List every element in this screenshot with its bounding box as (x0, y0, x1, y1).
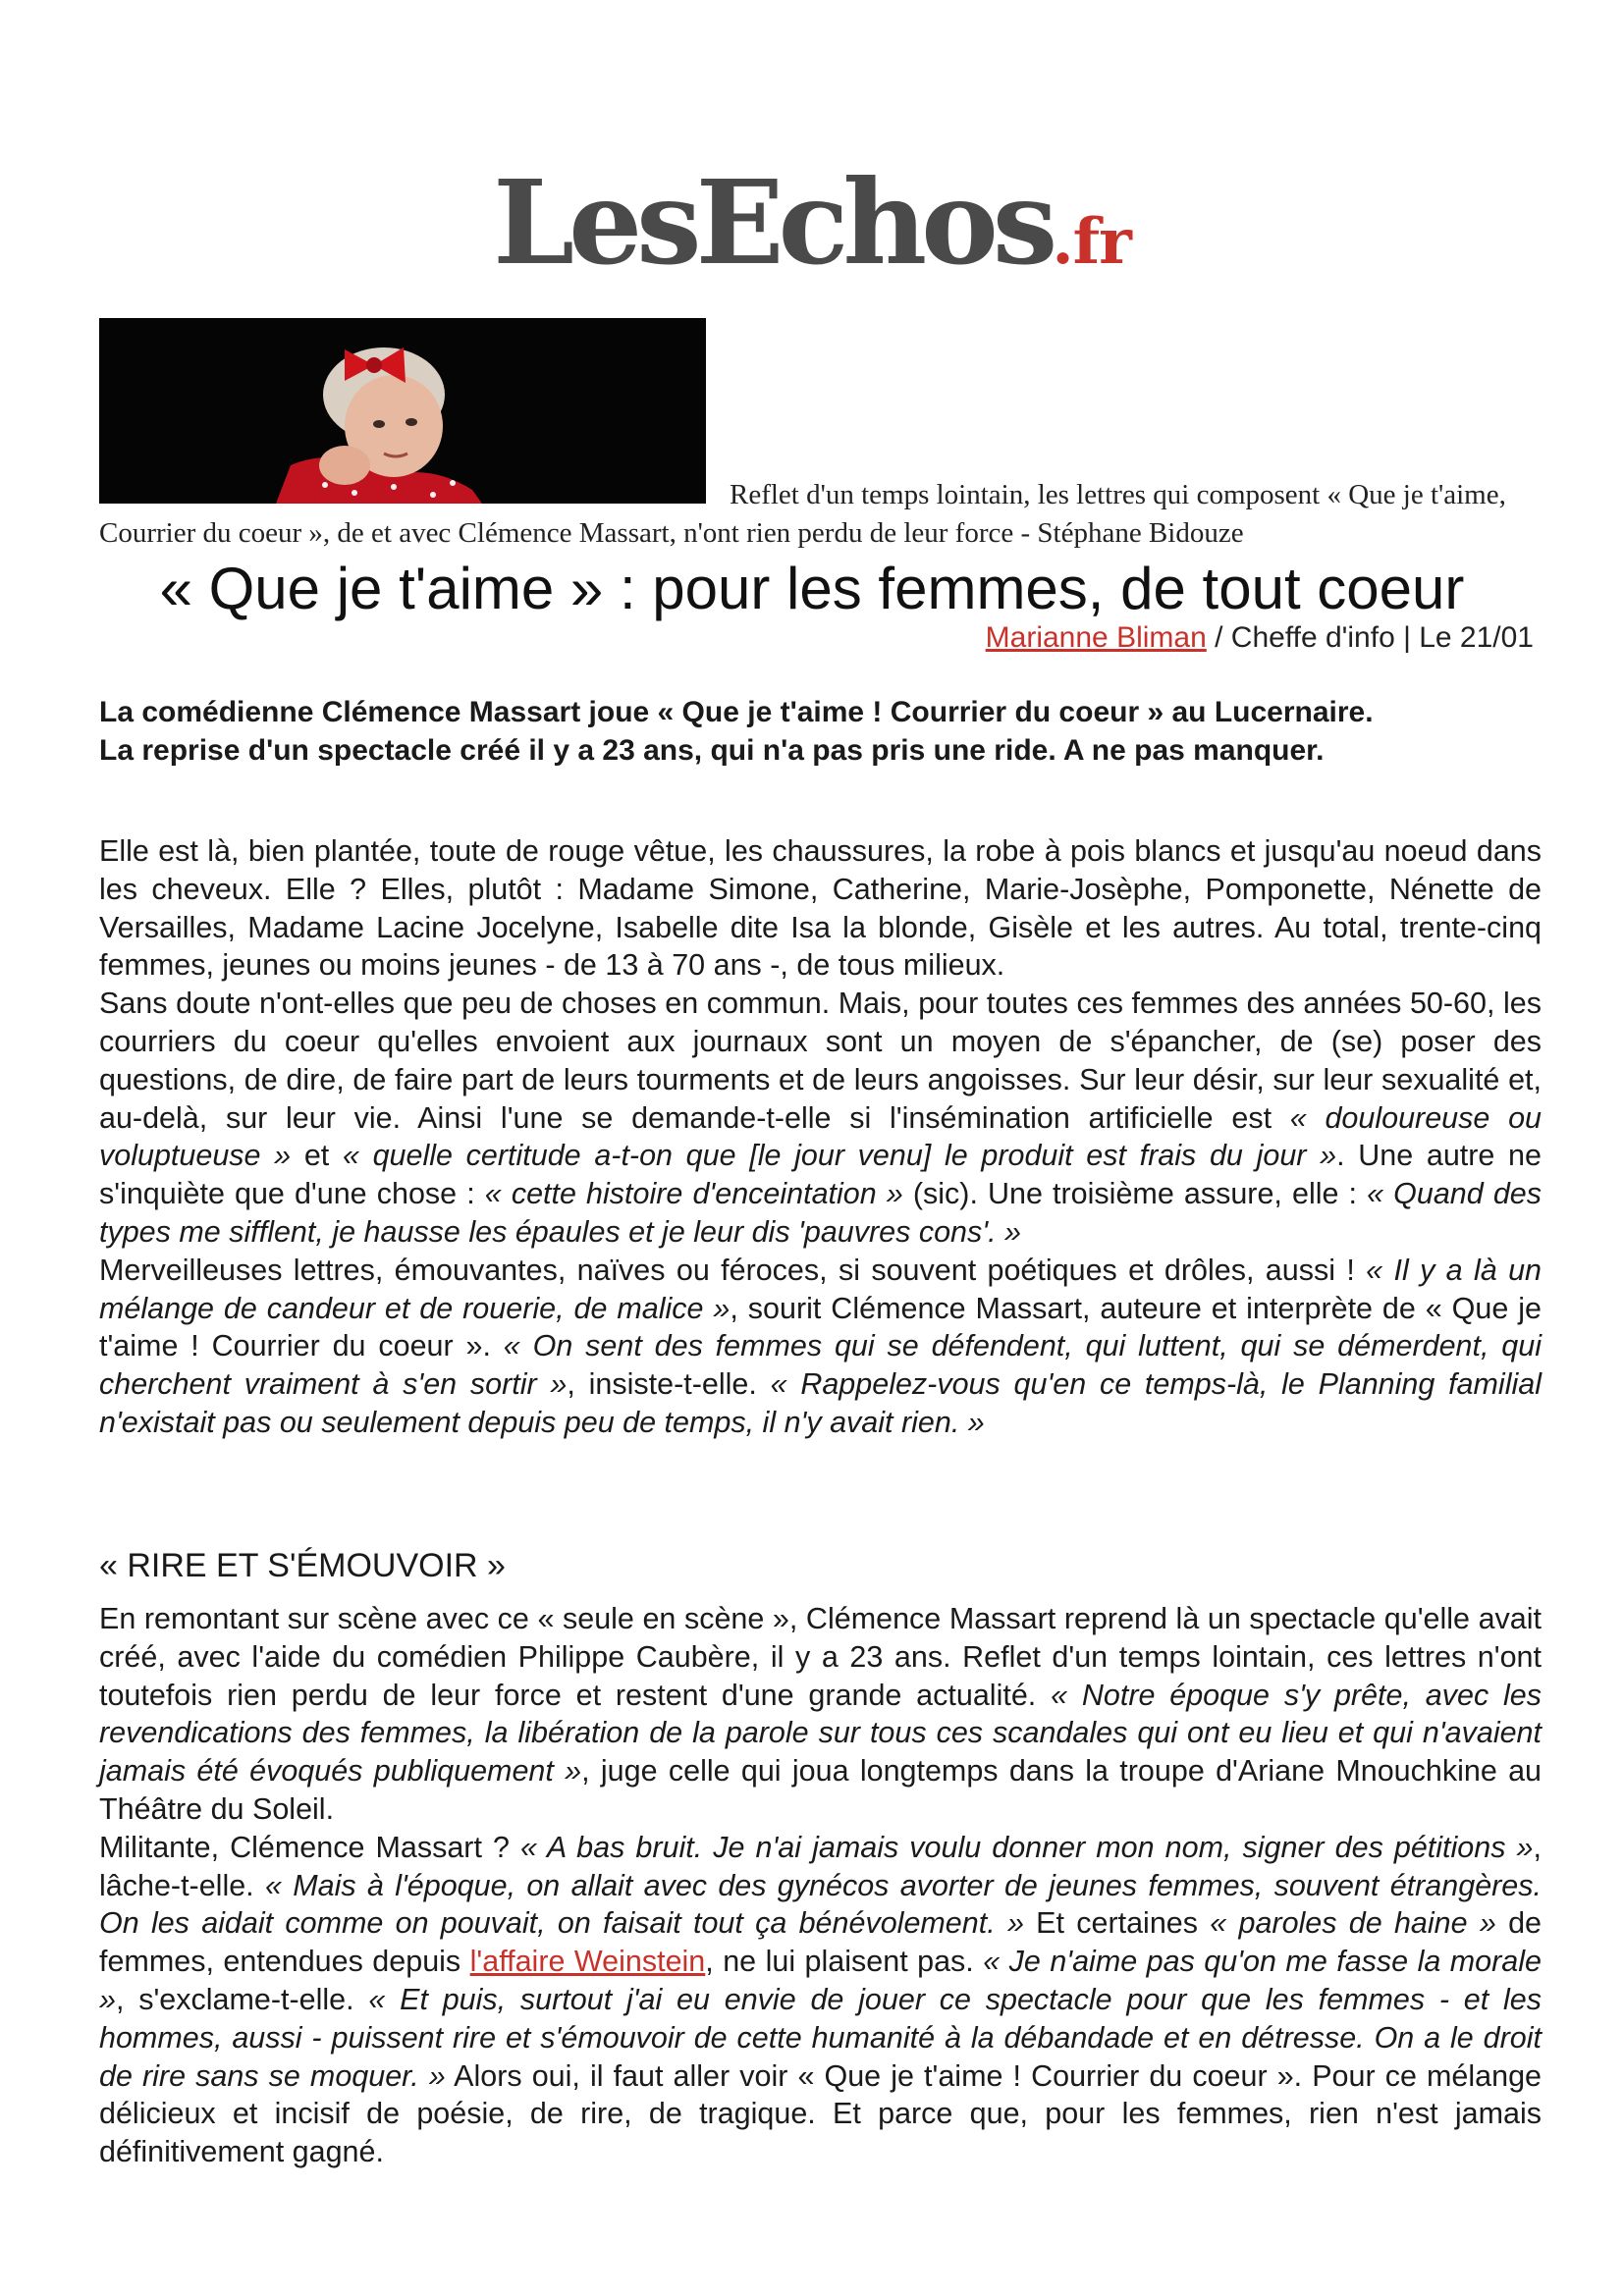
author-link[interactable]: Marianne Bliman (985, 621, 1207, 654)
byline (986, 618, 1534, 658)
paragraph-1: Elle est là, bien plantée, toute de rouge vêtue, les chaussures, la robe à pois blancs et jusqu'au noeud dans les cheveux. Elle ? Elles, plutôt : Madame Simone, Catherine, Marie-Josèphe, Pomponette, Nénette de Versailles, Madame Lacine Jocelyne, Isabelle dite Isa la blonde, Gisèle et les autres. Au total, trente-cinq femmes, jeunes ou moins jeunes - de 13 à 70 ans -, de tous milieux. (99, 834, 1542, 983)
paragraph-5: Militante, Clémence Massart ? « A bas bruit. Je n'ai jamais voulu donner mon nom, signer des pétitions », lâche-t-elle. « Mais à l'époque, on allait avec des gynécos avorter de jeunes femmes, souvent étrangères. On les aidait comme on pouvait, on faisait tout ça bénévolement. » Et certaines « paroles de haine » de femmes, entendues depuis l'affaire Weinstein, ne lui plaisent pas. « Je n'aime pas qu'on me fasse la morale », s'exclame-t-elle. « Et puis, surtout j'ai eu envie de jouer ce spectacle pour que les femmes - et les hommes, aussi - puissent rire et s'émouvoir de cette humanité à la débandade et en détresse. On a le droit de rire sans se moquer. » Alors oui, il faut aller voir « Que je t'aime ! Courrier du coeur ». Pour ce mélange délicieux et incisif de poésie, de rire, de tragique. Et parce que, pour les femmes, rien n'est jamais définitivement gagné. (99, 1830, 1543, 2169)
logo-brand: LesEchos (493, 154, 1053, 291)
logo-tld: .fr (1052, 205, 1131, 279)
site-logo[interactable] (0, 154, 1624, 291)
section-subheading: « RIRE ET S'ÉMOUVOIR » (99, 1547, 506, 1584)
paragraph-4: En remontant sur scène avec ce « seule en scène », Clémence Massart reprend là un spectacle qu'elle avait créé, avec l'aide du comédien Philippe Caubère, il y a 23 ans. Reflet d'un temps lointain, ces lettres n'ont toutefois rien perdu de leur force et restent d'une grande actualité. « Notre époque s'y prête, avec les revendications des femmes, la libération de la parole sur tous ces scandales qui ont eu lieu et qui n'avaient jamais été évoqués publiquement », juge celle qui joua longtemps dans la troupe d'Ariane Mnouchkine au Théâtre du Soleil. (99, 1602, 1542, 1826)
photo-caption: Reflet d'un temps lointain, les lettres qui composent « Que je t'aime, Courrier du coeur », de et avec Clémence Massart, n'ont rien perdu de leur force - Stéphane Bidouze (99, 479, 1506, 549)
paragraph-2: Sans doute n'ont-elles que peu de choses en commun. Mais, pour toutes ces femmes des années 50-60, les courriers du coeur qu'elles envoient aux journaux sont un moyen de s'épancher, de (se) poser des questions, de dire, de faire part de leurs tourments et de leurs angoisses. Sur leur désir, sur leur sexualité et, au-delà, sur leur vie. Ainsi l'une se demande-t-elle si l'insémination artificielle est « douloureuse ou voluptueuse » et « quelle certitude a-t-on que [le jour venu] le produit est frais du jour ». Une autre ne s'inquiète que d'une chose : « cette histoire d'enceintation » (sic). Une troisième assure, elle : « Quand des types me sifflent, je hausse les épaules et je leur dis 'pauvres cons'. » (99, 987, 1542, 1249)
article-lead: La comédienne Clémence Massart joue « Que je t'aime ! Courrier du coeur » au Lucernaire. La reprise d'un spectacle créé il y a 23 ans, qui n'a pas pris une ride. A ne pas manquer. (99, 696, 1374, 767)
article-body-section-2 (99, 1600, 1542, 2171)
article-body-section-1 (99, 832, 1542, 1442)
weinstein-affair-link[interactable]: l'affaire Weinstein (469, 1945, 706, 1979)
paragraph-3: Merveilleuses lettres, émouvantes, naïves ou féroces, si souvent poétiques et drôles, aussi ! « Il y a là un mélange de candeur et de rouerie, de malice », sourit Clémence Massart, auteure et interprète de « Que je t'aime ! Courrier du coeur ». « On sent des femmes qui se défendent, qui luttent, qui se démerdent, qui cherchent vraiment à s'en sortir », insiste-t-elle. « Rappelez-vous qu'en ce temps-là, le Planning familial n'existait pas ou seulement depuis peu de temps, il n'y avait rien. » (99, 1253, 1542, 1439)
byline-meta: / Cheffe d'info | Le 21/01 (1206, 621, 1534, 654)
article-headline: « Que je t'aime » : pour les femmes, de tout coeur (159, 556, 1465, 621)
